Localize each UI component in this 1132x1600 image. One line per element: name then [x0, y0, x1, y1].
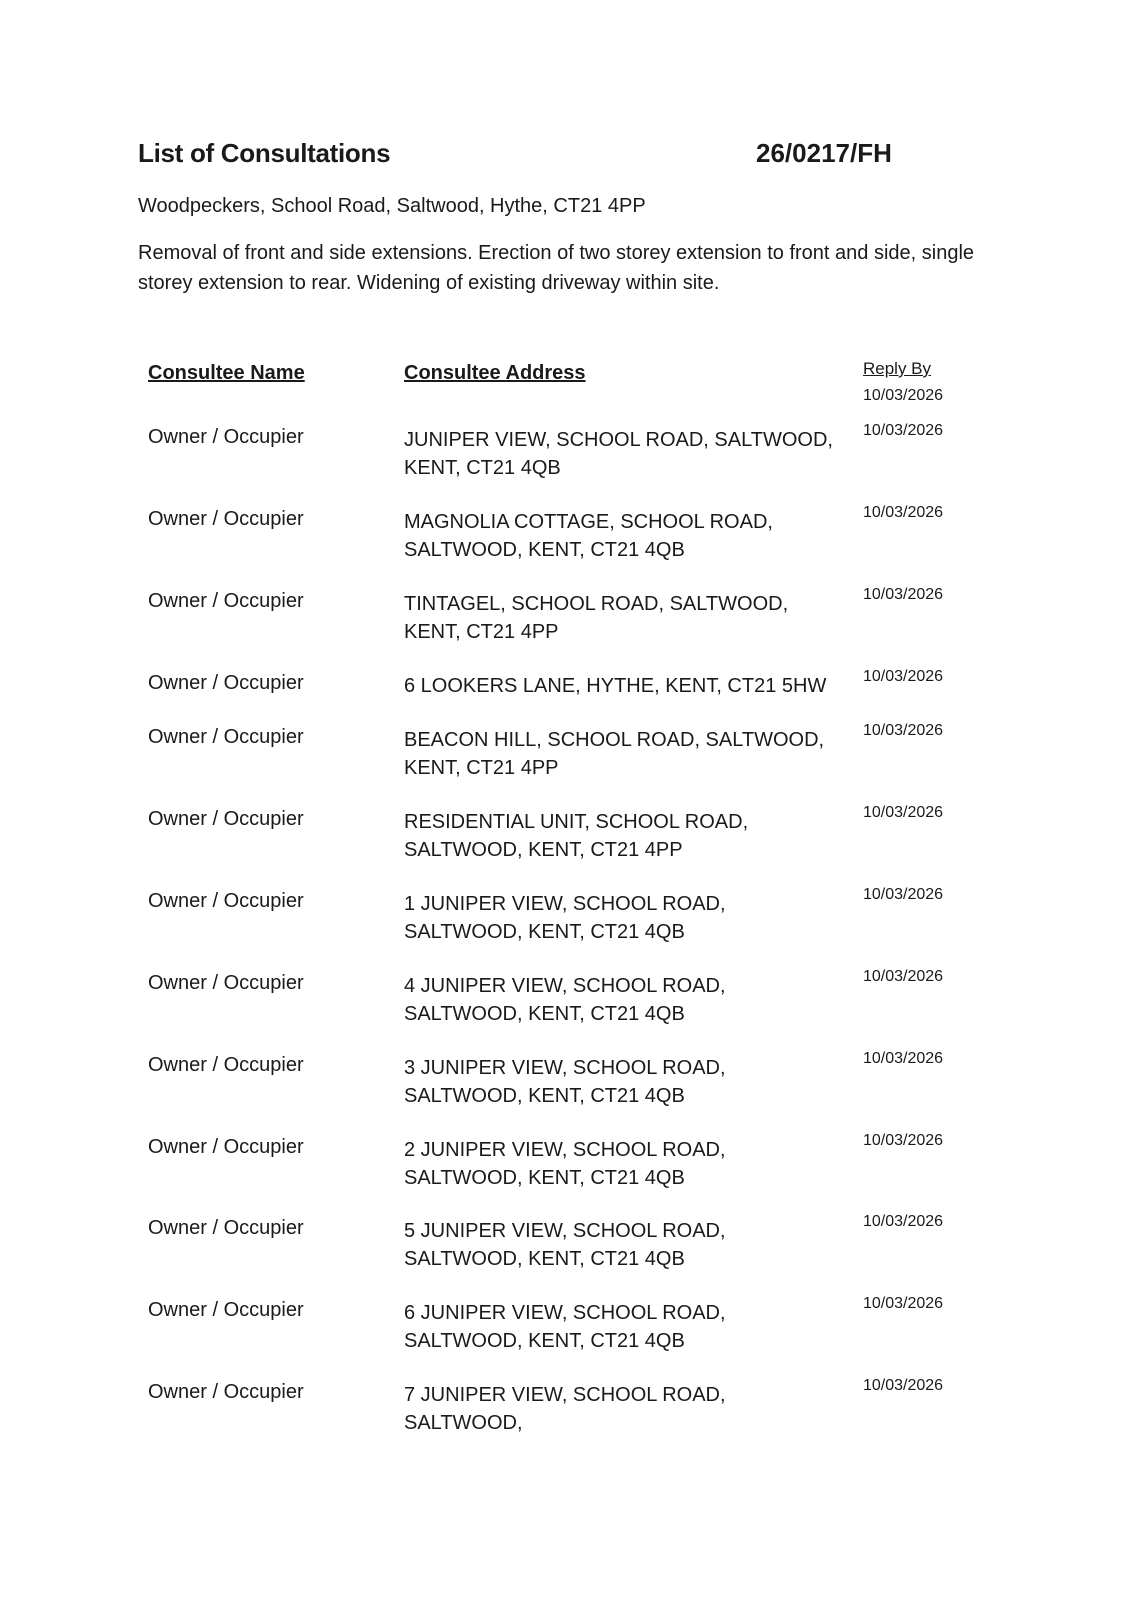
- reply-by-date: 10/03/2026: [863, 422, 944, 439]
- consultee-name: Owner / Occupier: [148, 590, 304, 612]
- consultee-address: JUNIPER VIEW, SCHOOL ROAD, SALTWOOD, KENT, CT21 4QB: [404, 429, 833, 479]
- proposal-description: Removal of front and side extensions. Erection of two storey extension to front and side, single storey extension to rear. Widening of existing driveway within site.: [138, 242, 975, 294]
- consultee-address: 5 JUNIPER VIEW, SCHOOL ROAD, SALTWOOD, KENT, CT21 4QB: [404, 1220, 726, 1270]
- consultee-address: 2 JUNIPER VIEW, SCHOOL ROAD, SALTWOOD, KENT, CT21 4QB: [404, 1139, 726, 1189]
- reply-by-date: 10/03/2026: [863, 668, 944, 685]
- consultee-name: Owner / Occupier: [148, 726, 304, 748]
- consultee-address: 6 JUNIPER VIEW, SCHOOL ROAD, SALTWOOD, KENT, CT21 4QB: [404, 1302, 726, 1352]
- consultee-name: Owner / Occupier: [148, 808, 304, 830]
- reply-by-date: 10/03/2026: [863, 804, 944, 821]
- reply-by-date: 10/03/2026: [863, 1213, 944, 1230]
- reply-by-date: 10/03/2026: [863, 968, 944, 985]
- consultee-name: Owner / Occupier: [148, 1054, 304, 1076]
- consultee-name: Owner / Occupier: [148, 672, 304, 694]
- consultee-address: RESIDENTIAL UNIT, SCHOOL ROAD, SALTWOOD, KENT, CT21 4PP: [404, 811, 749, 861]
- consultee-name: Owner / Occupier: [148, 1381, 304, 1403]
- reply-by-date: 10/03/2026: [863, 1132, 944, 1149]
- application-reference: 26/0217/FH: [756, 138, 892, 168]
- consultee-name: Owner / Occupier: [148, 1299, 304, 1321]
- reply-by-date: 10/03/2026: [863, 1050, 944, 1067]
- consultee-address: 6 LOOKERS LANE, HYTHE, KENT, CT21 5HW: [404, 675, 827, 697]
- reply-by-date: 10/03/2026: [863, 722, 944, 739]
- reply-by-date: 10/03/2026: [863, 504, 944, 521]
- column-header-reply-by: Reply By: [863, 359, 932, 378]
- consultee-address: 7 JUNIPER VIEW, SCHOOL ROAD, SALTWOOD,: [404, 1384, 726, 1434]
- reply-by-date: 10/03/2026: [863, 586, 944, 603]
- reply-by-date: 10/03/2026: [863, 886, 944, 903]
- header-reply-date: 10/03/2026: [863, 387, 944, 404]
- reply-by-date: 10/03/2026: [863, 1295, 944, 1312]
- consultee-address: 1 JUNIPER VIEW, SCHOOL ROAD, SALTWOOD, KENT, CT21 4QB: [404, 893, 726, 943]
- site-address: Woodpeckers, School Road, Saltwood, Hythe, CT21 4PP: [138, 195, 646, 217]
- consultee-address: 4 JUNIPER VIEW, SCHOOL ROAD, SALTWOOD, KENT, CT21 4QB: [404, 975, 726, 1025]
- document-title: List of Consultations: [138, 138, 391, 168]
- consultee-address: BEACON HILL, SCHOOL ROAD, SALTWOOD, KENT, CT21 4PP: [404, 729, 825, 779]
- column-header-consultee-address: Consultee Address: [404, 362, 586, 384]
- consultee-name: Owner / Occupier: [148, 508, 304, 530]
- reply-by-date: 10/03/2026: [863, 1377, 944, 1394]
- consultee-name: Owner / Occupier: [148, 1217, 304, 1239]
- consultee-address: TINTAGEL, SCHOOL ROAD, SALTWOOD, KENT, CT21 4PP: [404, 593, 789, 643]
- consultee-address: 3 JUNIPER VIEW, SCHOOL ROAD, SALTWOOD, KENT, CT21 4QB: [404, 1057, 726, 1107]
- consultee-name: Owner / Occupier: [148, 1136, 304, 1158]
- consultee-address: MAGNOLIA COTTAGE, SCHOOL ROAD, SALTWOOD, KENT, CT21 4QB: [404, 511, 773, 561]
- consultee-name: Owner / Occupier: [148, 890, 304, 912]
- consultee-name: Owner / Occupier: [148, 972, 304, 994]
- consultee-name: Owner / Occupier: [148, 426, 304, 448]
- column-header-consultee-name: Consultee Name: [148, 362, 305, 384]
